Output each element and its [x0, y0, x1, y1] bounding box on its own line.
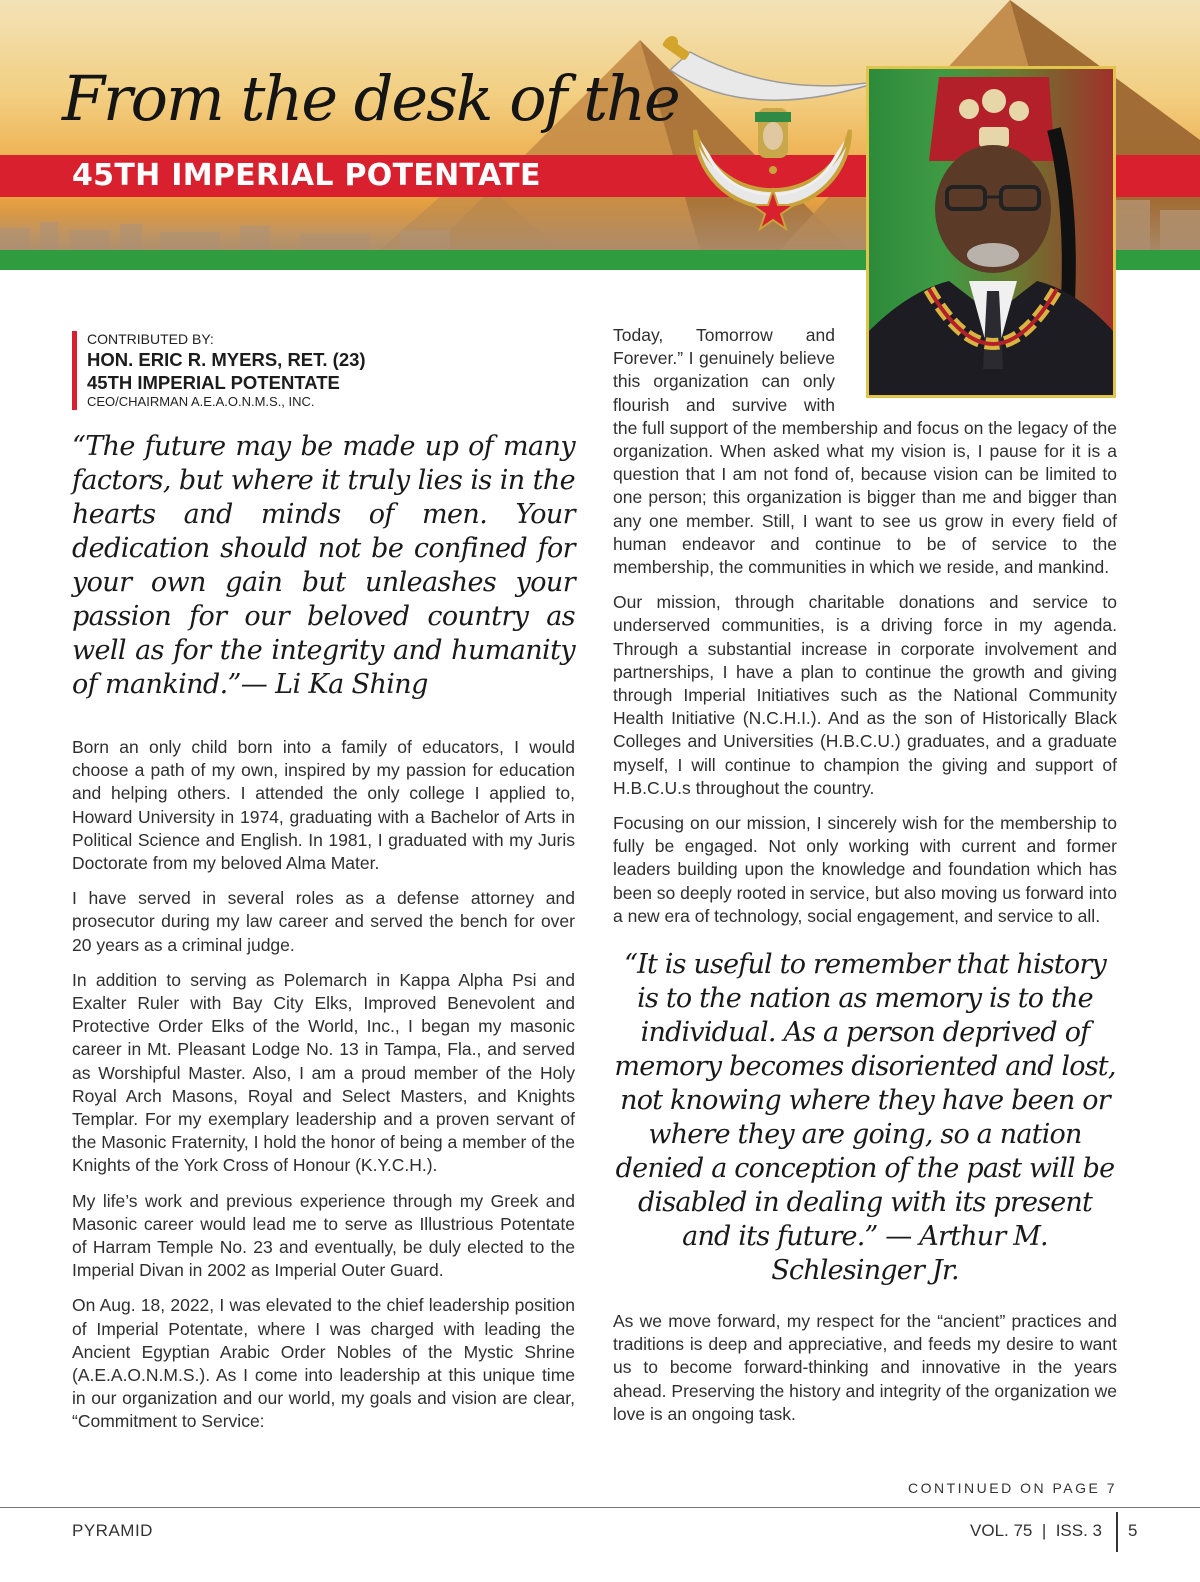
wrapped-lead-lines	[613, 324, 835, 417]
pull-quote-li-ka-shing: “The future may be made up of many factors, but where it truly lies is in the hearts and minds of men. Your dedication should not be confined for your own gain but unleashes your passion for our beloved country as well as for the integrity and humanity of mankind.”— Li Ka Shing	[72, 431, 575, 700]
pull-quote-schlesinger: “It is useful to remember that history is to the nation as memory is to the individual. As a person deprived of memory becomes disoriented and lost, not knowing where they have been or where they are going, so a nation denied a conception of the past will be disabled in dealing with its present and its future.” — Arthur M. Schlesinger Jr.	[614, 949, 1116, 1287]
paragraph: In addition to serving as Polemarch in Kappa Alpha Psi and Exalter Ruler with Bay City Elks, Improved Benevolent and Protective Order Elks of the World, Inc., I began my masonic career in Mt. Pleasant Lodge No. 13 in Tampa, Fla., and served as Worshipful Master. Also, I am a proud member of the Holy Royal Arch Masons, Royal and Select Masters, and Knights Templar. For my exemplary leadership and a proven servant of the Masonic Fraternity, I hold the honor of being a member of the Knights of the York Cross of Honour (K.Y.C.H.).	[72, 969, 575, 1176]
paragraph: As we move forward, my respect for the “ancient” practices and traditions is deep and appreciative, and feeds my desire to want us to become forward-thinking and innovative in the years ahead. Preserving the history and integrity of the organization we love is an ongoing task.	[613, 1311, 1117, 1424]
contributor-block	[72, 331, 507, 410]
lead-line: this organization can only	[613, 371, 835, 392]
paragraph: My life’s work and previous experience through my Greek and Masonic career would lead me to serve as Illustrious Potentate of Harram Temple No. 23 and eventually, be duly elected to the Imperial Divan in 2002 as Imperial Outer Guard.	[72, 1190, 575, 1281]
shrine-emblem-icon	[660, 30, 890, 270]
right-column	[613, 324, 1117, 1438]
paragraph: Focusing on our mission, I sincerely wish for the membership to fully be engaged. Not only working with current and former leaders building upon the knowledge and foundation which has been so deeply rooted in service, but also moving us forward into a new era of technology, social engagement, and service to all.	[613, 813, 1117, 926]
footer-divider	[0, 1507, 1200, 1508]
contributor-title: 45TH IMPERIAL POTENTATE	[87, 372, 340, 393]
paragraph: On Aug. 18, 2022, I was elevated to the chief leadership position of Imperial Potentate, where I was charged with leading the Ancient Egyptian Arabic Order Nobles of the Mystic Shrine (A.E.A.O.N.M.S.). As I come into leadership at this unique time in our organization and our world, my goals and vision are clear, “Commitment to Service:	[72, 1295, 575, 1432]
footer-publication: PYRAMID	[72, 1521, 153, 1540]
continued-on-page-link[interactable]: CONTINUED ON PAGE 7	[907, 1480, 1117, 1496]
left-column	[72, 430, 575, 1446]
footer-separator	[1116, 1512, 1118, 1552]
paragraph: Our mission, through charitable donations and service to underserved communities, is a driving force in my agenda. Through a substantial increase in corporate involvement and partnerships, I have a plan to continue the growth and giving through Imperial Initiatives such as the National Community Health Initiative (N.C.H.I.). And as the son of Historically Black Colleges and Universities (H.B.C.U.) graduates, and a graduate myself, I will continue to champion the giving and support of H.B.C.U.s throughout the country.	[613, 592, 1117, 798]
lead-line: Forever.” I genuinely believe	[613, 348, 835, 369]
banner-title: From the desk of the	[62, 62, 679, 135]
banner-subtitle: 45TH IMPERIAL POTENTATE	[72, 158, 541, 193]
contributor-role: CEO/CHAIRMAN A.E.A.O.N.M.S., INC.	[87, 394, 315, 409]
paragraph: the full support of the membership and focus on the legacy of the organization. When asked what my vision is, I pause for it is a question that I am not fond of, because vision can be limited to one person; this organization is bigger than me and bigger than any one member. Still, I want to see us grow in every field of human endeavor and continue to be of service to the membership, the communities in which we reside, and mankind.	[613, 417, 1117, 578]
lead-line: flourish and survive with	[613, 394, 835, 415]
footer-page-number: 5	[1128, 1521, 1138, 1540]
footer-issue: VOL. 75 | ISS. 3	[970, 1521, 1102, 1540]
paragraph: Born an only child born into a family of educators, I would choose a path of my own, inspired by my passion for education and helping others. I attended the only college I applied to, Howard University in 1974, graduating with a Bachelor of Arts in Political Science and English. In 1981, I graduated with my Juris Doctorate from my beloved Alma Mater.	[72, 737, 575, 874]
contributor-name: HON. ERIC R. MYERS, RET. (23)	[87, 349, 366, 370]
lead-line: Today, Tomorrow and	[613, 325, 835, 345]
paragraph: I have served in several roles as a defense attorney and prosecutor during my law career and served the bench for over 20 years as a criminal judge.	[72, 888, 575, 955]
contributor-label: CONTRIBUTED BY:	[87, 331, 214, 347]
